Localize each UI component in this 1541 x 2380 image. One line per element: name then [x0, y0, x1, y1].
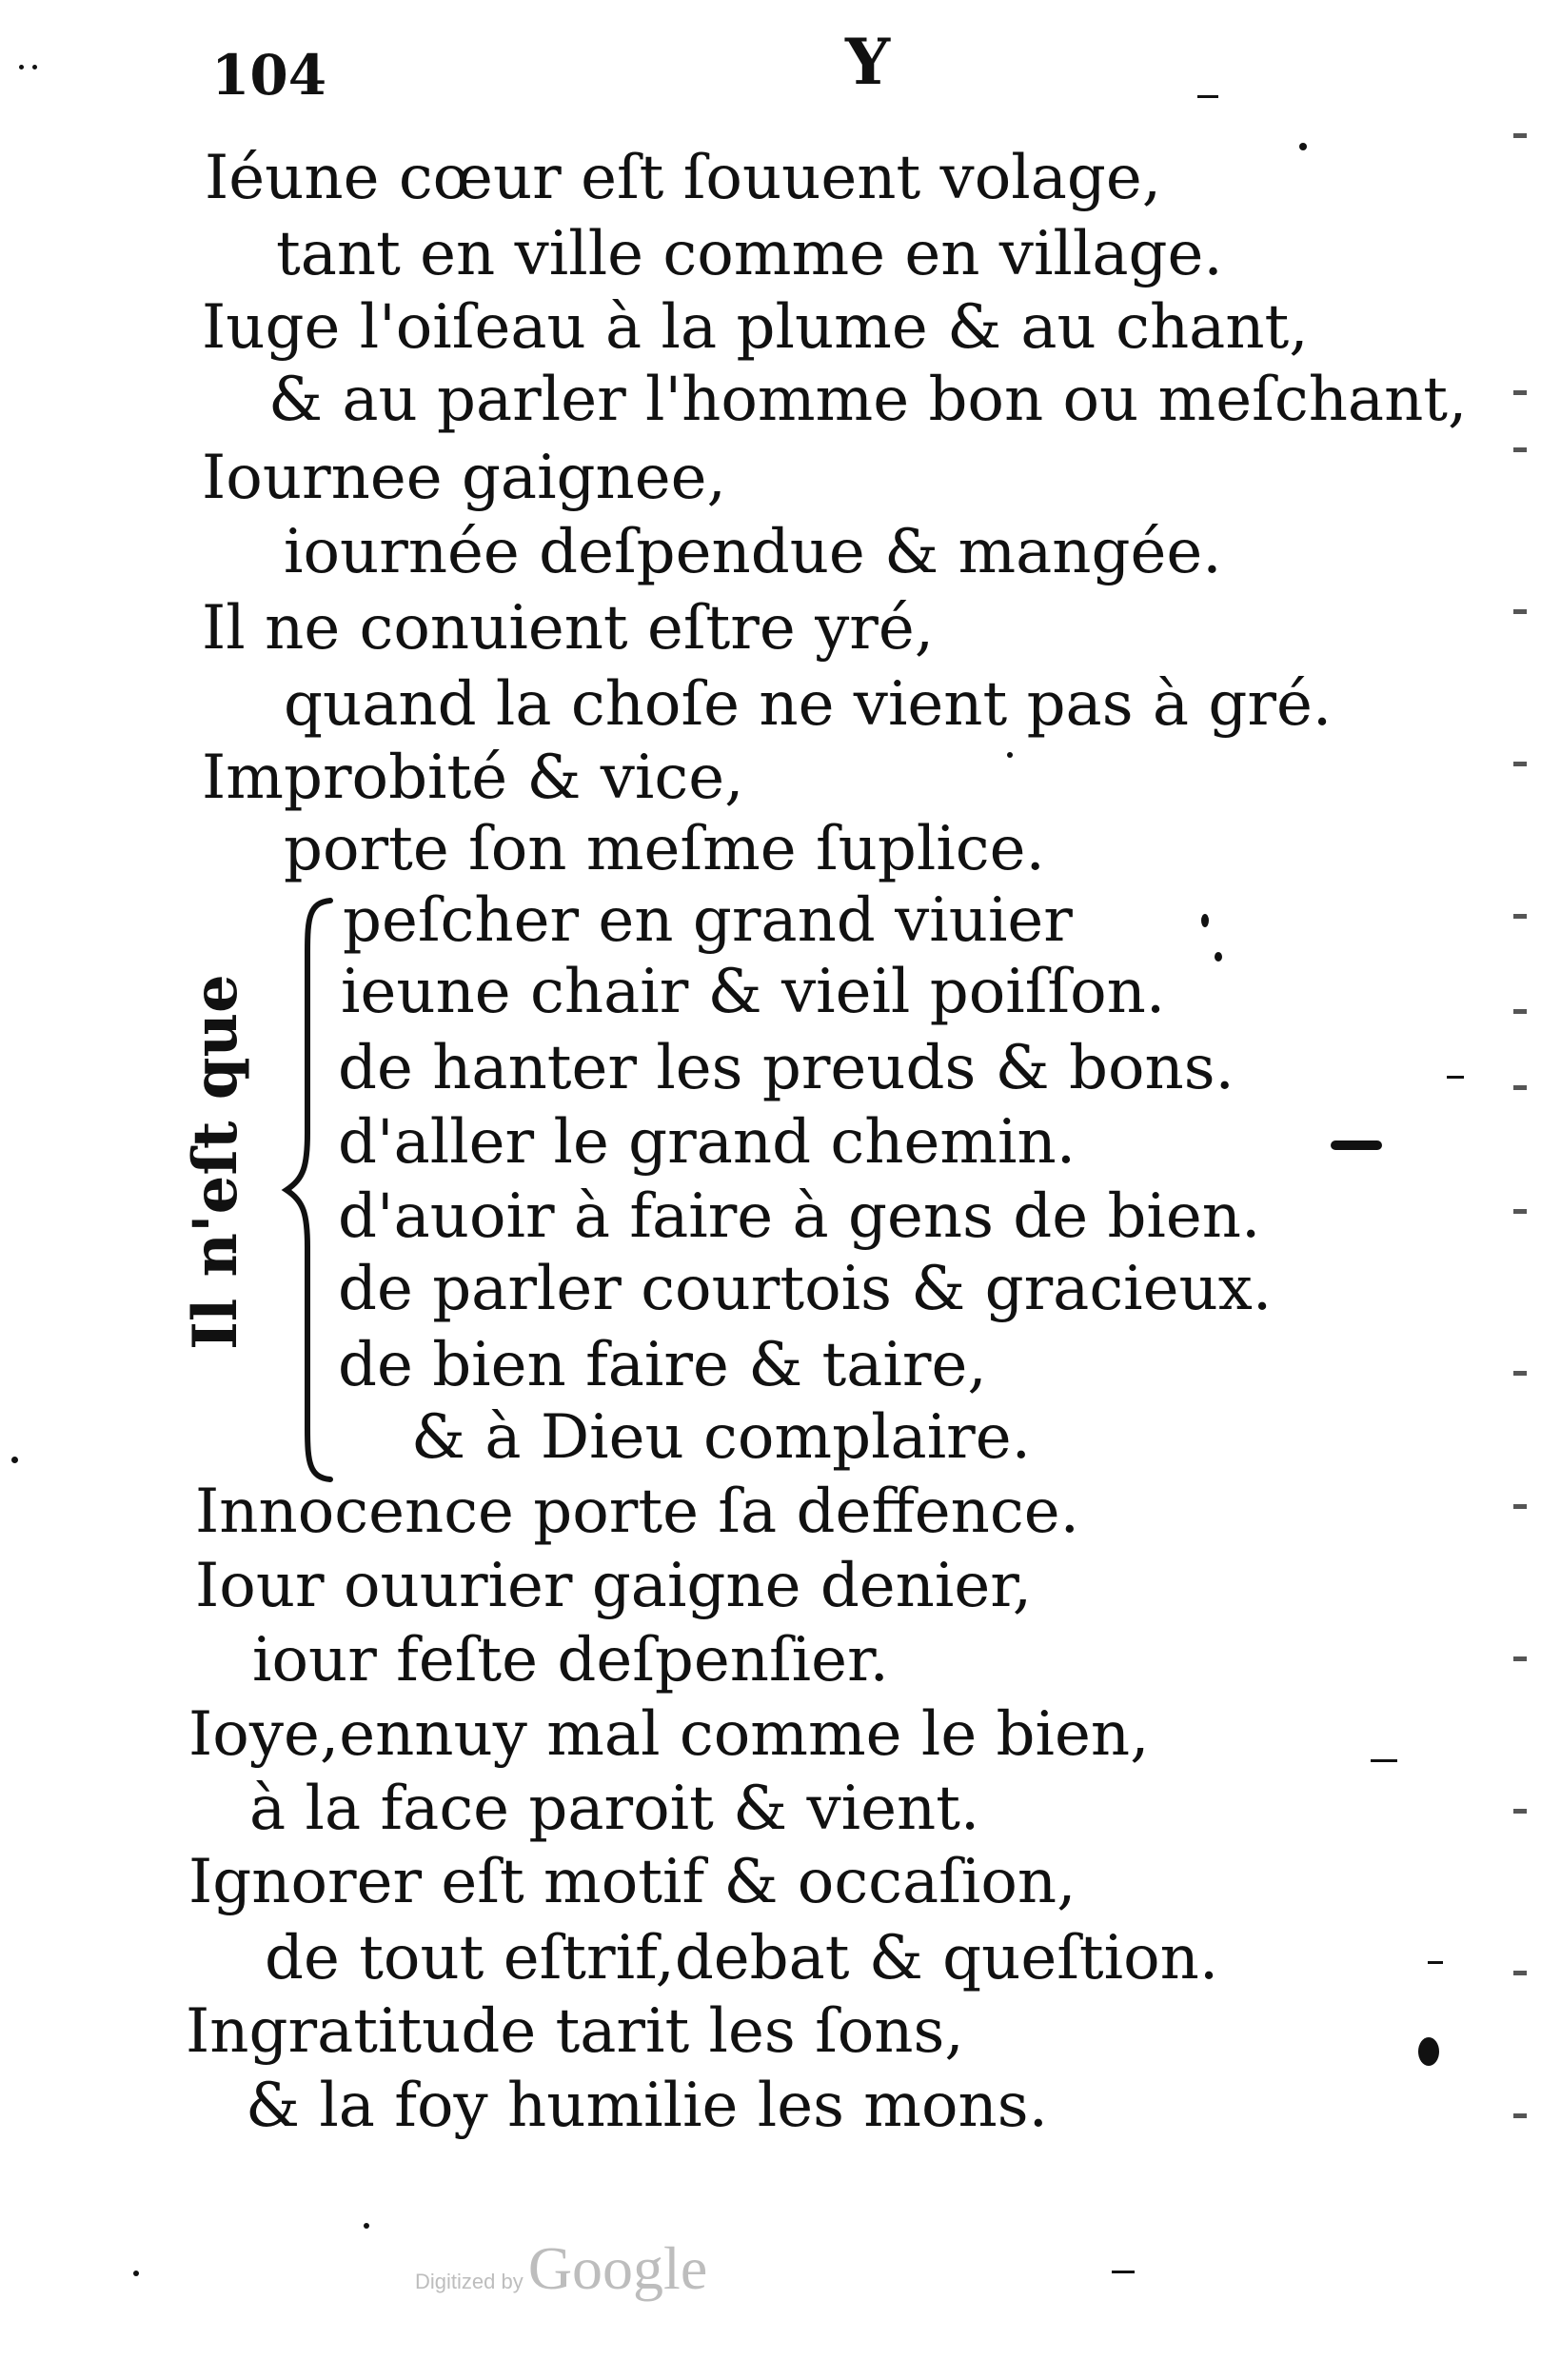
bracket-item: de parler courtois & gracieux.: [338, 1254, 1273, 1324]
facing-page-edge: [1513, 133, 1534, 2228]
proverb-line: iour feſte deſpenſier.: [252, 1625, 889, 1696]
proverb-line: Ingratitude tarit les ſons,: [186, 1996, 964, 2067]
ink-speck: [1299, 143, 1307, 150]
ink-speck: [133, 2271, 139, 2276]
ink-speck: [364, 2223, 369, 2229]
ink-dash: [1428, 1961, 1443, 1964]
ink-speck: [32, 65, 37, 69]
proverb-line: Iour ouurier gaigne denier,: [195, 1551, 1033, 1621]
proverb-line: Innocence porte ſa deffence.: [195, 1477, 1079, 1547]
bracket-item: d'aller le grand chemin.: [338, 1107, 1077, 1178]
watermark-brand: Google: [527, 2234, 708, 2302]
proverb-line: Iournee gaignee,: [202, 443, 726, 513]
proverb-line: Iuge l'oiſeau à la plume & au chant,: [202, 292, 1309, 363]
ink-dash: [1371, 1759, 1397, 1762]
bracket-item: d'auoir à faire à gens de bien.: [338, 1181, 1261, 1252]
bracket-item: de bien faire & taire,: [338, 1330, 987, 1400]
proverb-line: Improbité & vice,: [202, 743, 744, 813]
header-ornament: Y: [845, 25, 891, 99]
proverb-line: Ignorer eſt motif & occaſion,: [188, 1847, 1077, 1917]
bracket-item: de hanter les preuds & bons.: [338, 1033, 1235, 1103]
digitized-watermark: [415, 2233, 707, 2304]
proverb-line: & au parler l'homme bon ou meſchant,: [268, 365, 1468, 435]
page-number: 104: [211, 43, 327, 108]
ink-speck: [1215, 952, 1222, 962]
ink-blot: [1418, 2037, 1439, 2066]
watermark-prefix: Digitized by: [415, 2270, 524, 2293]
ink-speck: [19, 65, 24, 69]
bracket-item: & à Dieu complaire.: [411, 1402, 1031, 1473]
ink-speck: [1007, 752, 1013, 758]
bracket-label: Il n'eſt que: [180, 974, 251, 1350]
ink-dash: [1447, 1076, 1464, 1079]
bracket-item: ieune chair & vieil poiſſon.: [341, 957, 1166, 1027]
ink-dash: [1197, 95, 1218, 98]
ink-speck: [1201, 914, 1209, 927]
proverb-line: iournée deſpendue & mangée.: [284, 517, 1222, 587]
proverb-line: à la face paroit & vient.: [249, 1774, 980, 1844]
proverb-line: Iéune cœur eſt ſouuent volage,: [205, 143, 1162, 213]
proverb-line: porte ſon meſme ſuplice.: [284, 814, 1045, 884]
ink-dash: [1112, 2271, 1135, 2273]
ink-speck: [11, 1457, 18, 1463]
proverb-line: & la foy humilie les mons.: [246, 2071, 1048, 2141]
proverb-line: Il ne conuient eſtre yré,: [202, 593, 935, 664]
proverb-line: Ioye,ennuy mal comme le bien,: [188, 1699, 1150, 1770]
proverb-line: quand la choſe ne vient pas à gré.: [284, 669, 1333, 740]
bracket-item: peſcher en grand viuier: [343, 885, 1073, 956]
proverb-line: tant en ville comme en village.: [276, 219, 1223, 289]
ink-smudge: [1331, 1140, 1382, 1150]
proverb-line: de tout eſtrif,debat & queſtion.: [265, 1923, 1219, 1993]
